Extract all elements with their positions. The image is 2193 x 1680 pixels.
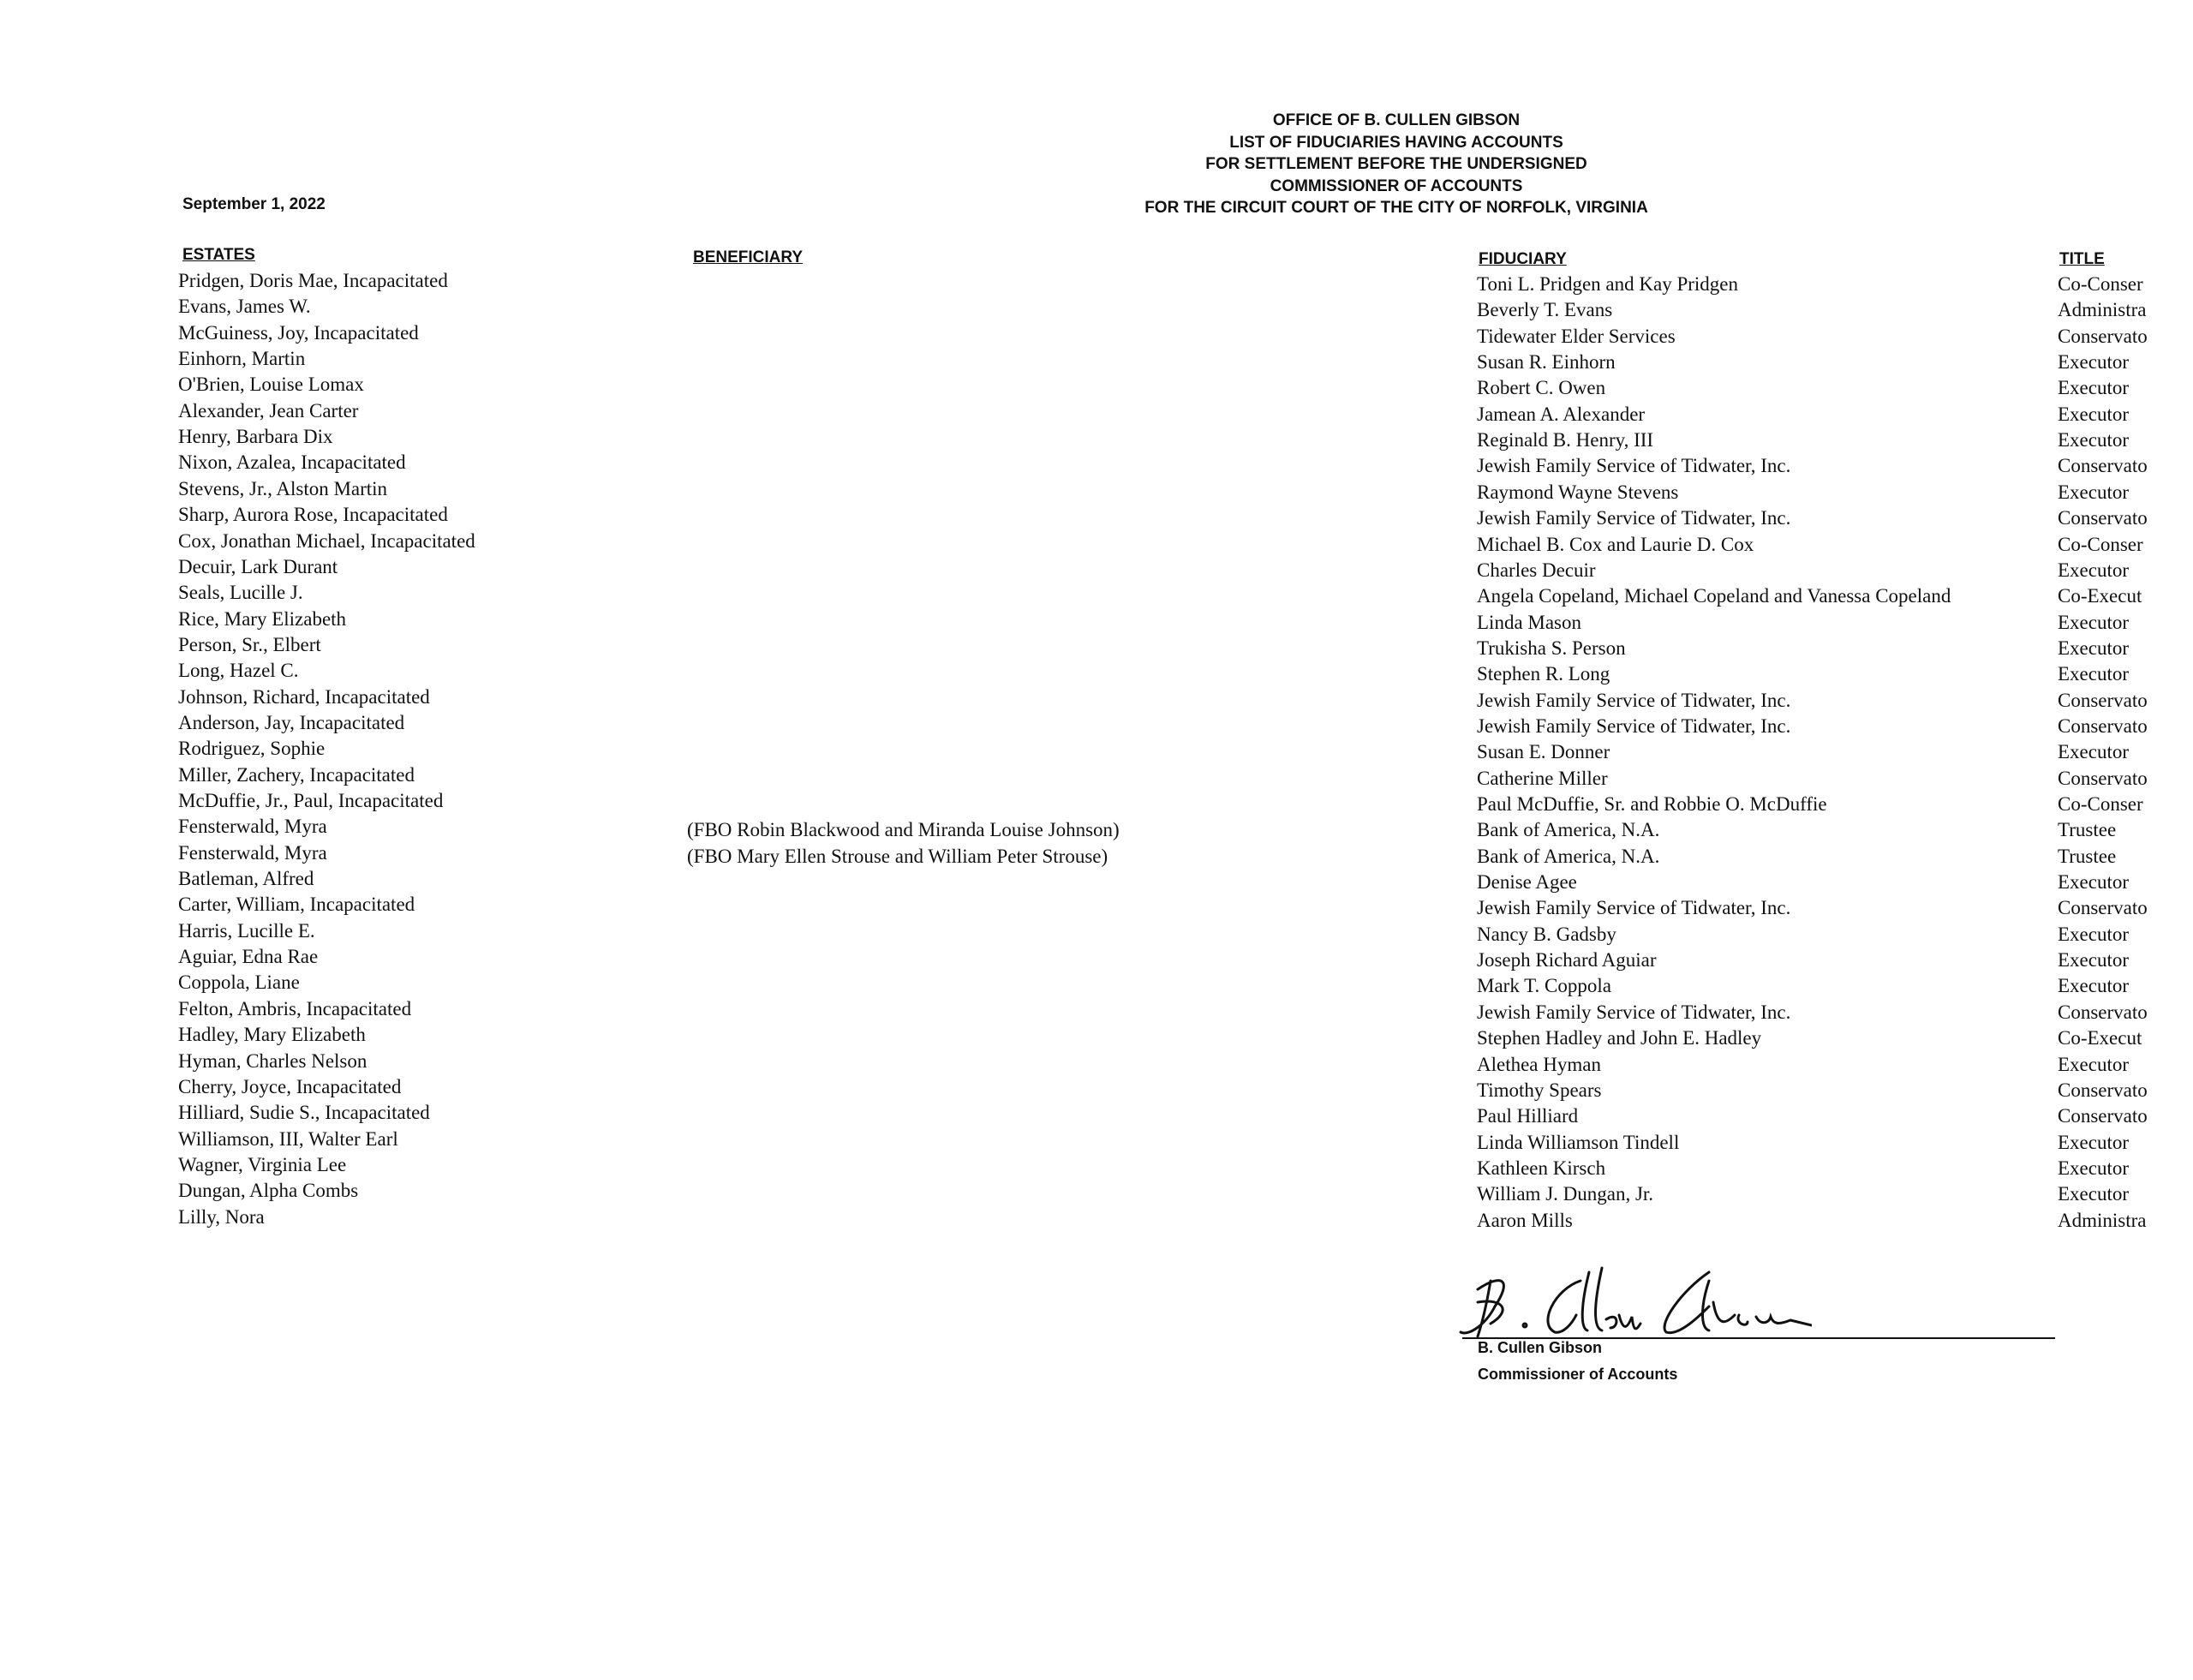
fiduciary-name: Jewish Family Service of Tidwater, Inc.	[1477, 897, 1791, 919]
estate-name: Rice, Mary Elizabeth	[178, 607, 347, 630]
fiduciary-title: Executor	[2058, 1157, 2130, 1179]
estate-name: Decuir, Lark Durant	[178, 555, 338, 577]
fiduciary-title: Executor	[2058, 481, 2130, 503]
estate-name: Williamson, III, Walter Earl	[178, 1127, 398, 1150]
document-date: September 1, 2022	[182, 195, 326, 213]
fiduciary-name: Stephen R. Long	[1477, 663, 1610, 685]
fiduciary-title: Co-Conser	[2058, 793, 2143, 815]
fiduciary-title: Conservato	[2058, 1105, 2148, 1127]
estate-name: Carter, William, Incapacitated	[178, 894, 415, 916]
estate-name: Sharp, Aurora Rose, Incapacitated	[178, 504, 448, 526]
beneficiary-name: (FBO Robin Blackwood and Miranda Louise Johnson)	[687, 819, 1120, 841]
fiduciary-title: Conservato	[2058, 897, 2148, 919]
fiduciary-name: Bank of America, N.A.	[1477, 819, 1660, 841]
estate-name: Hadley, Mary Elizabeth	[178, 1024, 366, 1046]
fiduciary-name: Linda Williamson Tindell	[1477, 1131, 1680, 1153]
estate-name: Einhorn, Martin	[178, 348, 306, 370]
fiduciary-name: Beverly T. Evans	[1477, 299, 1613, 321]
column-header-beneficiary: BENEFICIARY	[693, 248, 804, 266]
signature-image	[1452, 1255, 1812, 1345]
fiduciary-title: Executor	[2058, 637, 2130, 659]
estate-name: Nixon, Azalea, Incapacitated	[178, 451, 406, 474]
column-header-title: TITLE	[2059, 250, 2105, 268]
estate-name: Henry, Barbara Dix	[178, 426, 333, 448]
fiduciary-name: Jamean A. Alexander	[1477, 403, 1646, 425]
fiduciary-title: Executor	[2058, 975, 2130, 997]
fiduciary-title: Conservato	[2058, 767, 2148, 789]
estate-name: Alexander, Jean Carter	[178, 399, 359, 421]
header-line: FOR THE CIRCUIT COURT OF THE CITY OF NORFOLK, VIRGINIA	[1144, 199, 1648, 217]
fiduciary-title: Executor	[2058, 429, 2130, 451]
fiduciary-name: Denise Agee	[1477, 871, 1577, 894]
fiduciary-name: Linda Mason	[1477, 611, 1582, 633]
estate-name: Hilliard, Sudie S., Incapacitated	[178, 1102, 430, 1124]
fiduciary-title: Conservato	[2058, 1001, 2148, 1023]
fiduciary-name: Aaron Mills	[1477, 1209, 1573, 1231]
fiduciary-name: Nancy B. Gadsby	[1477, 923, 1616, 945]
fiduciary-title: Executor	[2058, 871, 2130, 894]
estate-name: Johnson, Richard, Incapacitated	[178, 685, 430, 708]
column-header-fiduciary: FIDUCIARY	[1479, 250, 1567, 268]
fiduciary-name: Kathleen Kirsch	[1477, 1157, 1606, 1179]
estate-name: Harris, Lucille E.	[178, 919, 315, 942]
fiduciary-title: Administra	[2058, 299, 2147, 321]
fiduciary-title: Executor	[2058, 377, 2130, 399]
fiduciary-name: Jewish Family Service of Tidwater, Inc.	[1477, 455, 1791, 477]
fiduciary-name: Catherine Miller	[1477, 767, 1608, 789]
fiduciary-name: Jewish Family Service of Tidwater, Inc.	[1477, 507, 1791, 529]
estate-name: O'Brien, Louise Lomax	[178, 374, 364, 396]
fiduciary-name: Jewish Family Service of Tidwater, Inc.	[1477, 689, 1791, 711]
fiduciary-title: Executor	[2058, 1053, 2130, 1075]
fiduciary-title: Co-Conser	[2058, 533, 2143, 555]
fiduciary-title: Executor	[2058, 403, 2130, 425]
estate-name: Rodriguez, Sophie	[178, 738, 326, 760]
fiduciary-title: Executor	[2058, 663, 2130, 685]
estate-name: Wagner, Virginia Lee	[178, 1153, 347, 1175]
fiduciary-title: Conservato	[2058, 507, 2148, 529]
estate-name: McDuffie, Jr., Paul, Incapacitated	[178, 790, 444, 811]
estate-name: Cox, Jonathan Michael, Incapacitated	[178, 529, 475, 552]
estate-name: Pridgen, Doris Mae, Incapacitated	[178, 270, 448, 291]
fiduciary-name: Alethea Hyman	[1477, 1053, 1601, 1075]
fiduciary-name: Robert C. Owen	[1477, 377, 1606, 399]
estate-name: Seals, Lucille J.	[178, 582, 303, 604]
signer-role: Commissioner of Accounts	[1478, 1366, 1678, 1383]
estate-name: Fensterwald, Myra	[178, 841, 327, 864]
signer-name: B. Cullen Gibson	[1478, 1339, 1603, 1356]
fiduciary-name: Timothy Spears	[1477, 1079, 1602, 1101]
estate-name: Felton, Ambris, Incapacitated	[178, 997, 412, 1019]
fiduciary-title: Administra	[2058, 1209, 2147, 1231]
fiduciary-name: William J. Dungan, Jr.	[1477, 1183, 1654, 1205]
header-line: OFFICE OF B. CULLEN GIBSON	[1272, 111, 1521, 129]
fiduciary-name: Paul Hilliard	[1477, 1105, 1579, 1127]
column-header-estates: ESTATES	[182, 246, 255, 264]
fiduciary-title: Executor	[2058, 949, 2130, 972]
estate-name: Cherry, Joyce, Incapacitated	[178, 1075, 402, 1097]
fiduciary-title: Executor	[2058, 611, 2130, 633]
header-line: COMMISSIONER OF ACCOUNTS	[1270, 176, 1523, 195]
fiduciary-title: Executor	[2058, 559, 2130, 581]
document-header	[1114, 110, 1679, 219]
fiduciary-title: Trustee	[2058, 845, 2117, 867]
fiduciary-name: Joseph Richard Aguiar	[1477, 949, 1657, 972]
fiduciary-name: Paul McDuffie, Sr. and Robbie O. McDuffie	[1477, 793, 1827, 815]
estate-name: Hyman, Charles Nelson	[178, 1049, 367, 1072]
estate-name: Anderson, Jay, Incapacitated	[178, 711, 405, 733]
beneficiary-name: (FBO Mary Ellen Strouse and William Peter Strouse)	[687, 845, 1108, 867]
fiduciary-title: Conservato	[2058, 689, 2148, 711]
fiduciary-name: Stephen Hadley and John E. Hadley	[1477, 1027, 1762, 1049]
fiduciary-name: Jewish Family Service of Tidwater, Inc.	[1477, 714, 1791, 737]
fiduciary-name: Trukisha S. Person	[1477, 637, 1626, 659]
fiduciary-title: Co-Conser	[2058, 273, 2143, 295]
estate-name: Aguiar, Edna Rae	[178, 946, 319, 968]
fiduciary-title: Conservato	[2058, 1079, 2148, 1101]
estate-name: Fensterwald, Myra	[178, 816, 327, 838]
fiduciary-title: Executor	[2058, 741, 2130, 763]
fiduciary-name: Bank of America, N.A.	[1477, 845, 1660, 867]
fiduciary-name: Raymond Wayne Stevens	[1477, 481, 1679, 503]
fiduciary-title: Executor	[2058, 1131, 2130, 1153]
fiduciary-name: Mark T. Coppola	[1477, 975, 1611, 997]
estate-name: McGuiness, Joy, Incapacitated	[178, 321, 419, 344]
estate-name: Coppola, Liane	[178, 972, 300, 994]
estate-name: Miller, Zachery, Incapacitated	[178, 763, 415, 786]
fiduciary-name: Reginald B. Henry, III	[1477, 429, 1654, 451]
fiduciary-name: Toni L. Pridgen and Kay Pridgen	[1477, 273, 1739, 295]
estate-name: Evans, James W.	[178, 296, 311, 318]
header-line: LIST OF FIDUCIARIES HAVING ACCOUNTS	[1229, 133, 1563, 152]
estate-name: Long, Hazel C.	[178, 660, 299, 682]
fiduciary-name: Angela Copeland, Michael Copeland and Vanessa Copeland	[1477, 585, 1951, 607]
fiduciary-title: Executor	[2058, 351, 2130, 374]
estate-name: Lilly, Nora	[178, 1205, 265, 1228]
estate-name: Person, Sr., Elbert	[178, 633, 321, 655]
estate-name: Stevens, Jr., Alston Martin	[178, 477, 388, 499]
fiduciary-name: Susan E. Donner	[1477, 741, 1610, 763]
fiduciary-title: Conservato	[2058, 714, 2148, 737]
fiduciary-name: Susan R. Einhorn	[1477, 351, 1616, 374]
fiduciary-title: Co-Execut	[2058, 1027, 2142, 1049]
fiduciary-title: Executor	[2058, 923, 2130, 945]
fiduciary-name: Tidewater Elder Services	[1477, 325, 1676, 347]
estate-name: Batleman, Alfred	[178, 868, 314, 890]
estate-name: Dungan, Alpha Combs	[178, 1180, 359, 1202]
fiduciary-name: Jewish Family Service of Tidwater, Inc.	[1477, 1001, 1791, 1023]
fiduciary-title: Executor	[2058, 1183, 2130, 1205]
fiduciary-title: Trustee	[2058, 819, 2117, 841]
fiduciary-title: Conservato	[2058, 325, 2148, 347]
header-line: FOR SETTLEMENT BEFORE THE UNDERSIGNED	[1205, 155, 1587, 173]
fiduciary-title: Co-Execut	[2058, 585, 2142, 607]
fiduciary-name: Charles Decuir	[1477, 559, 1596, 581]
fiduciary-name: Michael B. Cox and Laurie D. Cox	[1477, 533, 1754, 555]
fiduciary-title: Conservato	[2058, 455, 2148, 477]
